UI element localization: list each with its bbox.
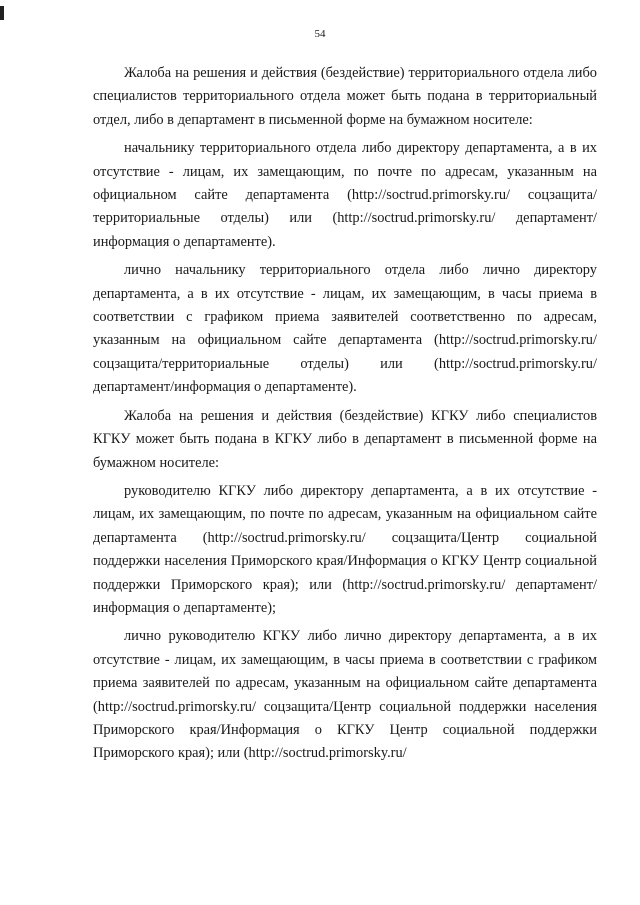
paragraph-by-mail-territorial: начальнику территориального отдела либо директору департамента, а в их отсутствие - лицам, их замещающим, по почте по адресам, указанным на официальном сайте департамента (http://soctrud.primorsky.ru/ соцзащита/территориальные отделы) или (http://soctrud.primorsky.ru/ департамент/информация о департаменте).: [93, 140, 597, 250]
paragraph-complaint-kgku: Жалоба на решения и действия (бездействие) КГКУ либо специалистов КГКУ может быть подана в КГКУ либо в департамент в письменной форме на бумажном носителе:: [93, 407, 597, 471]
page-number: 54: [314, 28, 326, 40]
document-body: [93, 62, 597, 771]
paragraph-in-person-territorial: лично начальнику территориального отдела либо лично директору департамента, а в их отсутствие - лицам, их замещающим, в часы приема в соответствии с графиком приема заявителей соответственно по адресам, указанным на официальном сайте департамента (http://soctrud.primorsky.ru/ соцзащита/территориальные отделы) или (http://soctrud.primorsky.ru/ департамент/информация о департаменте).: [93, 262, 597, 396]
paragraph-by-mail-kgku: руководителю КГКУ либо директору департамента, а в их отсутствие - лицам, их замещающим, по почте по адресам, указанным на официальном сайте департамента (http://soctrud.primorsky.ru/ соцзащита/Центр социальной поддержки населения Приморского края/Информация о КГКУ Центр социальной поддержки Приморского края); или (http://soctrud.primorsky.ru/ департамент/информация о департаменте);: [93, 482, 597, 616]
paragraph-in-person-kgku: лично руководителю КГКУ либо лично директору департамента, а в их отсутствие - лицам, их замещающим, в часы приема в соответствии с графиком приема заявителей по адресам, указанным на официальном сайте департамента (http://soctrud.primorsky.ru/ соцзащита/Центр социальной поддержки населения Приморского края/Информация о КГКУ Центр социальной поддержки Приморского края); или (http://soctrud.primorsky.ru/: [93, 628, 597, 762]
scan-edge-mark: [0, 6, 4, 20]
paragraph-complaint-territorial: Жалоба на решения и действия (бездействие) территориального отдела либо специалистов территориального отдела может быть подана в территориальный отдел, либо в департамент в письменной форме на бумажном носителе:: [93, 65, 597, 128]
